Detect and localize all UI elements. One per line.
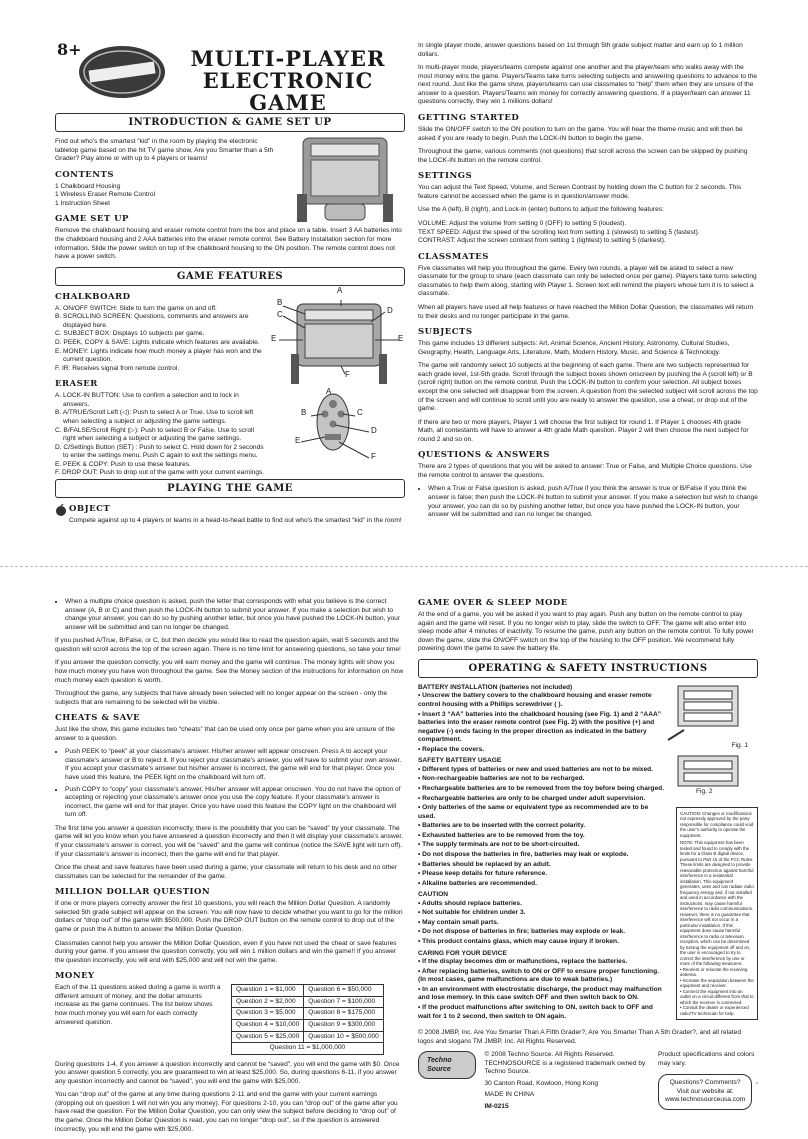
diagram-label-c: C [277, 309, 283, 319]
screwdriver-icon [666, 728, 686, 742]
list-item: • Adults should replace batteries. [418, 899, 522, 907]
list-item: • Rechargeable batteries are only to be charged under adult supervision. [418, 794, 646, 802]
right-column-front [418, 42, 758, 525]
eraser-label-e: E [295, 435, 301, 445]
list-item: • Increase the separation between the equipment and receiver. [680, 977, 754, 989]
eraser-heading: ERASER [55, 379, 98, 390]
cheats-list [55, 748, 405, 820]
eraser-label-f: F [371, 451, 376, 461]
list-item: VOLUME: Adjust the volume from setting 0 (OFF) to setting 5 (loudest). [418, 219, 627, 227]
qa-list [418, 485, 758, 519]
page-title-line1: MULTI-PLAYER [190, 46, 386, 71]
reread-text: If you pushed A/True, B/False, or C, but then decide you would like to read the question again, wait 5 seconds and the question will scroll across the top of the screen again. There is no time limit for answering questions, so take your time! [55, 637, 401, 653]
table-cell: Question 4 = $10,000 [232, 1019, 304, 1031]
instruction-page-front [0, 0, 808, 565]
cheats-heading: CHEATS & SAVE [55, 713, 141, 724]
title-text [173, 48, 403, 114]
visit-text: Visit our website at: [676, 1087, 734, 1095]
list-item: • May contain small parts. [418, 918, 499, 926]
table-row [232, 985, 384, 997]
subjects-text-2: The game will randomly select 10 subjects at the beginning of each game. There are two subjects represented for each grade level, 1st-5th grade. Scroll through the subject boxes shown onscreen by pushing the A (scroll left) or B (scroll right) button on the remote control. Push the LOCK-IN button to confirm your selection. All subject boxes except the one selected will disappear from the screen. A question from the selected subject will scroll across the top of the screen and will continue to scroll until you are ready to answer the question, use a cheat, or drop out of the game. [418, 362, 758, 413]
left-column-back [55, 598, 405, 1139]
list-item: D. C/Settings Button (SET) : Push to select C. Hold down for 2 seconds to enter the settings menu. Push C again to exit the settings menu. [55, 443, 264, 460]
list-item: • Do not dispose the batteries in fire, batteries may leak or explode. [418, 850, 629, 858]
list-item: 30 Canton Road, Kowloon, Hong Kong [484, 1079, 599, 1087]
caring-list [418, 958, 666, 1021]
list-item: B. SCROLLING SCREEN: Questions, comments and answers are displayed here. [55, 313, 249, 329]
operating-section-bar: OPERATING & SAFETY INSTRUCTIONS [418, 659, 758, 678]
list-item: • If the product malfunctions after switching to ON, switch back to OFF and wait for 1 to 2 second, then switch to ON again. [418, 1003, 653, 1020]
list-item: MADE IN CHINA [484, 1091, 535, 1099]
diagram-label-d: D [387, 305, 393, 315]
list-item: IM-0215 [484, 1103, 509, 1111]
list-item: • Connect the equipment into an outlet on a circuit different from that to which the receiver is connected. [680, 988, 754, 1005]
list-item: • Non-rechargeable batteries are not to be recharged. [418, 775, 585, 783]
fcc-note: NOTE: This equipment has been tested and found to comply with the limits for a Class B digital device, pursuant to Part 15 of the FCC Rules. These limits are designed to provide reasonable protection against harmful interference in a residential installation. This equipment generates, uses and can radiate radio frequency energy and, if not installed and used in accordance with the instructions, may cause harmful interference to radio communications. However, there is no guarantee that interference will not occur in a particular installation. If this equipment does cause harmful interference to radio or television reception, which can be determined by turning the equipment off and on, the user is encouraged to try to correct the interference by one or more of the following measures: [680, 840, 754, 967]
list-item: • When a True or False question is asked, push A/True if you think the answer is true or B/False if you think the answer is false; then push the LOCK-IN button to submit your answer. If you make a selection but wish to change your answer, you can do so by pushing another letter, but once you have pushed the LOCK-IN button, your answer will be submitted and can no longer be changed. [428, 485, 758, 519]
usage-heading: SAFETY BATTERY USAGE [418, 757, 502, 765]
list-item: E. MONEY: Lights indicate how much money a player has won and the current question. [55, 347, 262, 364]
company-info [484, 1051, 650, 1111]
money-rules-text-1: During questions 1-4, if you answer a question incorrectly and cannot be “saved”, you will end the game with $0. Once you answer question 5 correctly, you are guaranteed to win at least $25,000. So, during questions 6-11, if you answer any question incorrectly and cannot be “saved”, you will end the game with $25,000. [55, 1060, 400, 1085]
game-over-text: At the end of a game, you will be asked if you want to play again. Push any button on the remote control to play again and the game will reset. If you no longer wish to play, slide the switch to OFF. The game will also enter into sleep mode after 4 minutes of inactivity. To resume the game, push any button on the remote control. To fully power down the game, slide the ON/OFF switch on the top of the housing to the OFF position. We recommend fully powering down the game to save the battery life. [418, 611, 754, 653]
caution-list [418, 900, 666, 947]
money-heading: MONEY [55, 971, 95, 982]
correct-answer-text: If you answer the question correctly, you will earn money and the game will continue. The money lights will show you how much money you have won throughout the game. See the Money section of the instructions for information on how much money each question is worth. [55, 659, 404, 684]
table-cell: Question 6 = $50,000 [304, 985, 384, 997]
apple-icon [55, 504, 67, 516]
settings-list [418, 220, 758, 246]
cheats-text-1: Just like the show, this game includes two “cheats” that can be used only once per game when you are unsure of the answer to a question. [55, 726, 395, 742]
qa-heading: QUESTIONS & ANSWERS [418, 450, 550, 461]
classmates-text-2: When all players have used all help features or have reached the Million Dollar Question, the classmates will return to their desks and no longer participate in the game. [418, 303, 754, 320]
setup-text: Remove the chalkboard housing and eraser remote control from the box and place on a table. Insert 3 AA batteries into the chalkboard housing and 2 AAA batteries into the eraser remote control. See Battery Installation section for more information. Slide the power switch on top of the chalkboard housing to the ON position. The remote control does not have a power switch. [55, 227, 402, 261]
list-item: CONTRAST: Adjust the screen contrast from setting 1 (lightest) to setting 5 (darkest). [418, 237, 666, 245]
caution-heading: CAUTION [418, 891, 449, 899]
features-diagram [273, 292, 405, 472]
list-item: • Batteries are to be inserted with the correct polarity. [418, 822, 586, 830]
chalkboard-heading: CHALKBOARD [55, 291, 131, 302]
settings-heading: SETTINGS [418, 171, 473, 182]
fig2-label: Fig. 2 [696, 788, 713, 796]
list-item: C. B/FALSE/Scroll Right (▷): Push to select B or False. Use to scroll right when selecting a subject or adjusting the game settings. [55, 426, 254, 443]
qa-text-1: There are 2 types of questions that you will be asked to answer: True or False, and Multiple Choice questions. Use the remote control to answer the questions. [418, 463, 752, 479]
eraser-features-list [55, 392, 265, 478]
trademark-text: © 2008 JMBP, Inc. Are You Smarter Than A Fifth Grader?, Are You Smarter Than A 5th Grader?, and all related logos and slogans TM JMBP, Inc. All Rights Reserved. [418, 1029, 742, 1045]
battery-fig2 [676, 754, 740, 788]
intro-text: Find out who’s the smartest “kid” in the room by playing the electronic tabletop game based on the hit TV game show, Are you Smarter than a 5th Grader? Play alone or with up to 4 players or teams! [55, 138, 274, 163]
battery-list [418, 692, 666, 754]
save-text: The first time you answer a question incorrectly, there is the possibility that you can be “saved” by your classmate. The game will let you know when you have answered a question incorrectly and then it will display your classmate’s answer. If your classmate’s answer is correct, you will be “saved” and the game will continue (notice the SAVE light will turn off). If your classmate’s answer is incorrect, then the game will end for that player. [55, 824, 404, 858]
spec-note: Product specifications and colors may vary. [658, 1051, 755, 1067]
list-item: TEXT SPEED: Adjust the speed of the scrolling text from setting 1 (slowest) to setting 5 (fastest). [418, 228, 700, 236]
game-over-heading: GAME OVER & SLEEP MODE [418, 598, 568, 608]
eraser-label-b: B [301, 407, 307, 417]
chalkboard-features-list [55, 305, 265, 374]
title-block [55, 38, 405, 116]
mc-list [55, 598, 405, 632]
list-item: • Rechargeable batteries are to be removed from the toy before being charged. [418, 785, 664, 793]
settings-text-1: You can adjust the Text Speed, Volume, and Screen Contrast by holding down the C button for 2 seconds. This feature cannot be accessed when the game is in question/answer mode. [418, 184, 742, 200]
table-row [232, 996, 384, 1008]
usage-list [418, 766, 666, 888]
list-item: • Alkaline batteries are recommended. [418, 879, 537, 887]
single-player-text: In single player mode, answer questions based on 1st through 5th grade subject matter and earn up to 1 million dollars. [418, 42, 743, 58]
list-item: E. PEEK & COPY: Push to use these features. [55, 460, 191, 468]
list-item: F. DROP OUT: Push to drop out of the game with your current earnings. [55, 469, 265, 477]
table-cell: Question 11 = $1,000,000 [232, 1043, 384, 1055]
getting-started-heading: GETTING STARTED [418, 112, 520, 123]
classmates-heading: CLASSMATES [418, 251, 489, 262]
money-text: Each of the 11 questions asked during a game is worth a different amount of money, and the dollar amounts increase as the game continues. The list below shows how much money you will earn for each correctly answered question. [55, 984, 221, 1026]
contents-heading: CONTENTS [55, 169, 114, 180]
table-cell: Question 10 = $500,000 [304, 1031, 384, 1043]
page-divider [0, 566, 808, 567]
list-item: • Exhausted batteries are to be removed from the toy. [418, 831, 585, 839]
table-cell: Question 1 = $1,000 [232, 985, 304, 997]
table-cell: Question 5 = $25,000 [232, 1031, 304, 1043]
fcc-caution: CAUTION: Changes or modifications not expressly approved by the party responsible for compliance could void the user’s authority to operate the equipment. [680, 810, 754, 838]
left-column-front [55, 38, 405, 530]
list-item: B. A/TRUE/Scroll Left (◁): Push to select A or True. Use to scroll left when selecting a subject or adjusting the game settings. [55, 409, 254, 425]
getting-started-text-1: Slide the ON/OFF switch to the ON position to turn on the game. You will hear the theme music and will then be asked if you are ready to begin. Push the LOCK-IN button to begin the game. [418, 125, 743, 142]
list-item: • After replacing batteries, switch to ON or OFF to ensure proper functioning. (In most cases, game malfunctions are due to weak batteries.) [418, 967, 659, 984]
table-row [232, 1043, 384, 1055]
list-item: • The supply terminals are not to be short-circuited. [418, 841, 580, 849]
diagram-label-f: F [345, 369, 350, 379]
battery-heading: BATTERY INSTALLATION (batteries not included) [418, 683, 573, 691]
table-cell: Question 8 = $175,000 [304, 1008, 384, 1020]
age-rating: 8+ [57, 40, 82, 59]
list-item: • Push PEEK to “peek” at your classmate’s answer. His/her answer will appear onscreen. Press A to accept your classmate’s answer or B to reject it. If you reject your classmate’s answer, you will have to submit your own answer. If you accept your classmate’s answer but his/her answer is incorrect, the game will end for that player. Once you have used this feature, the PEEK light on the chalkboard will turn off. [65, 748, 405, 782]
list-item: • Different types of batteries or new and used batteries are not to be mixed. [418, 765, 653, 773]
list-item: C. SUBJECT BOX: Displays 10 subjects per game. [55, 330, 205, 338]
table-row [232, 1031, 384, 1043]
chalkboard-product-image [295, 134, 395, 224]
instruction-page-back [0, 570, 808, 1137]
list-item: TECHNOSOURCE is a registered trademark owned by Techno Source. [484, 1059, 646, 1076]
table-cell: Question 9 = $300,000 [304, 1019, 384, 1031]
list-item: 1 Instruction Sheet [55, 199, 110, 207]
subjects-text-1: This game includes 13 different subjects: Art, Animal Science, Ancient History, Astronomy, Cultural Studies, Geography, Health, Language Arts, Literature, Math, Modern History, Music, and Science & Technology. [418, 340, 730, 356]
list-item: • In an environment with electrostatic discharge, the product may malfunction and lose memory. In this case switch OFF and then switch back to ON. [418, 985, 662, 1002]
list-item: • When a multiple choice question is asked, push the letter that corresponds with what you believe is the correct answer (A, B or C) and then push the LOCK-IN button to submit your answer. If you make a selection but wish to change your answer, you can do so by pushing another letter, but once you have pushed the LOCK-IN button, your answer will be submitted and can no longer be changed. [65, 598, 405, 632]
diagram-label-e-right: E [398, 333, 404, 343]
features-section-bar: GAME FEATURES [55, 267, 405, 286]
list-item: • Replace the covers. [418, 745, 485, 753]
subjects-heading: SUBJECTS [418, 327, 473, 338]
list-item: 1 Chalkboard Housing [55, 182, 121, 190]
list-item: F. IR: Receives signal from remote control. [55, 364, 180, 372]
list-item: A. ON/OFF SWITCH: Slide to turn the game on and off. [55, 304, 217, 312]
getting-started-text-2: Throughout the game, various comments (not questions) that scroll across the screen can be skipped by pushing the LOCK-IN button on the remote control. [418, 148, 748, 164]
list-item: 1 Wireless Eraser Remote Control [55, 191, 156, 199]
diagram-label-b: B [277, 297, 283, 307]
eraser-label-c: C [357, 407, 363, 417]
money-table [231, 984, 384, 1054]
contact-bubble [658, 1074, 752, 1110]
eraser-label-a: A [326, 386, 332, 396]
million-heading: MILLION DOLLAR QUESTION [55, 887, 211, 898]
list-item: • Do not dispose of batteries in fire; batteries may explode or leak. [418, 928, 626, 936]
table-cell: Question 2 = $2,000 [232, 996, 304, 1008]
website-link[interactable]: www.technosourceusa.com [665, 1096, 746, 1104]
list-item: • Not suitable for children under 3. [418, 909, 526, 917]
subjects-remaining-text: Throughout the game, any subjects that have already been selected will no longer appear on the screen - only the subjects that are remaining to be selected will be visible. [55, 690, 388, 706]
list-item: • Only batteries of the same or equivalent type as recommended are to be used. [418, 804, 649, 820]
intro-section-bar: INTRODUCTION & GAME SET UP [55, 113, 405, 132]
list-item: D. PEEK, COPY & SAVE: Lights indicate which features are available. [55, 339, 260, 347]
list-item: • Reorient or relocate the receiving antenna. [680, 966, 748, 978]
fcc-notice [676, 807, 758, 1021]
diagram-label-e: E [271, 333, 277, 343]
list-item: A. LOCK-IN BUTTON: Use to confirm a selection and to lock in answers. [55, 392, 239, 408]
classmates-text-1: Five classmates will help you throughout the game. Every two rounds, a player will be asked to select a new classmate for the group to share (each classmate can only be selected once per game). Players take turns selecting classmates to help them along, starting with Player 1. Screen text will remind the players whose turn it is to select a classmate. [418, 264, 757, 298]
cheats-end-text: Once the cheat and save features have been used during a game, your classmate will return to his desk and no other classmates can be selected for the remainder of the game. [55, 864, 397, 880]
list-item: • Please keep details for future reference. [418, 870, 548, 878]
caring-heading: CARING FOR YOUR DEVICE [418, 949, 507, 957]
questions-text: Questions? Comments? [669, 1079, 741, 1087]
list-item: • Batteries should be replaced by an adult. [418, 860, 551, 868]
eraser-label-d: D [371, 425, 377, 435]
battery-fig1 [676, 684, 740, 728]
subjects-text-3: If there are two or more players, Player 1 will choose the first subject for round 1. If Player 1 chooses 4th grade Math, all contestants will have to answer a 4th grade Math question. Player 2 will then choose the next subject for round 2 and so on. [418, 418, 749, 443]
table-cell: Question 3 = $5,000 [232, 1008, 304, 1020]
playing-section-bar: PLAYING THE GAME [55, 479, 405, 498]
techno-source-logo: Techno Source [418, 1051, 476, 1079]
list-item: • Unscrew the battery covers to the chalkboard housing and eraser remote control housing with a Phillips screwdriver ( ). [418, 692, 652, 708]
objective-text: Compete against up to 4 players or teams in a head-to-head battle to find out who’s the smartest “kid” in the room! [69, 516, 402, 524]
table-row [232, 1019, 384, 1031]
setup-heading: GAME SET UP [55, 214, 129, 225]
fig1-label: Fig. 1 [731, 741, 748, 749]
table-row [232, 1008, 384, 1020]
recycle-bin-icon [756, 1074, 758, 1092]
money-rules-text-2: You can “drop out” of the game at any time during questions 2-11 and end the game with your current earnings (dropping out on question 1 will not win you any money). For questions 2-10, you can “drop out” of the game after you have read the question. For the Million Dollar Question, you can only view the subject before deciding to “drop out” of the game. Once the Million Dollar Question is read, you can no longer “drop out”, so if the question is answered incorrectly, you will end the game with $25,000. [55, 1091, 398, 1133]
multi-player-text: In multi-player mode, players/teams compete against one another and the player/team who walks away with the most money wins the game. Players/Teams take turns selecting subjects and answering questions to advance to the next round. Just like the game show, players/teams can use classmates to “help” them when they are unsure of the answer to a question. Players/Teams win money for correctly answering questions. If a player/team can answer 11 questions correctly, they win 1 millions dollars! [418, 64, 758, 106]
settings-text-2: Use the A (left), B (right), and Lock-In (enter) buttons to adjust the following features: [418, 206, 664, 214]
list-item: © 2008 Techno Source. All Rights Reserved. [484, 1051, 615, 1059]
list-item: • Push COPY to “copy” your classmate’s answer. His/her answer will appear onscreen. You do not have the option of accepting or rejecting your classmate’s answer once you use the copy feature. If your classmate’s answer is incorrect, the game will end for that player. Once you have used this feature the COPY light on the chalkboard will turn off. [65, 786, 405, 820]
list-item: • Consult the dealer or experienced radio/TV technician for help. [680, 1005, 749, 1016]
list-item: • This product contains glass, which may cause injury if broken. [418, 938, 619, 946]
million-text-2: Classmates cannot help you answer the Million Dollar Question, even if you have not used the cheat or save features during your game. If you answer the question correctly, you will win 1 million dollars and win the game!! If you answer the question incorrectly, you will end with $25,000 and will not win the game. [55, 939, 397, 964]
right-column-back [418, 598, 758, 1112]
list-item: • If the display becomes dim or malfunctions, replace the batteries. [418, 958, 628, 966]
table-cell: Question 7 = $100,000 [304, 996, 384, 1008]
diagram-label-a: A [337, 285, 343, 295]
list-item: • Insert 3 “AA” batteries into the chalkboard housing (see Fig. 1) and 2 “AAA” batteries into the eraser remote control (see Fig. 2) with the positive (+) and negative (-) ends facing in the proper direction as indicated in the battery compartment. [418, 710, 662, 744]
million-text-1: If one or more players correctly answer the first 10 questions, you will reach the Million Dollar Question. A randomly selected 5th grade subject will appear on the screen. You will now have to decide whether you want to go for the million dollars or “drop out” of the game with $500,000. Push the DROP OUT button on the remote control to drop out of the game or push the A button to answer the Million Dollar Question. [55, 900, 403, 933]
show-logo [77, 44, 167, 100]
objective-heading: OBJECT [69, 503, 111, 514]
page-title-line2: ELECTRONIC GAME [202, 68, 374, 116]
